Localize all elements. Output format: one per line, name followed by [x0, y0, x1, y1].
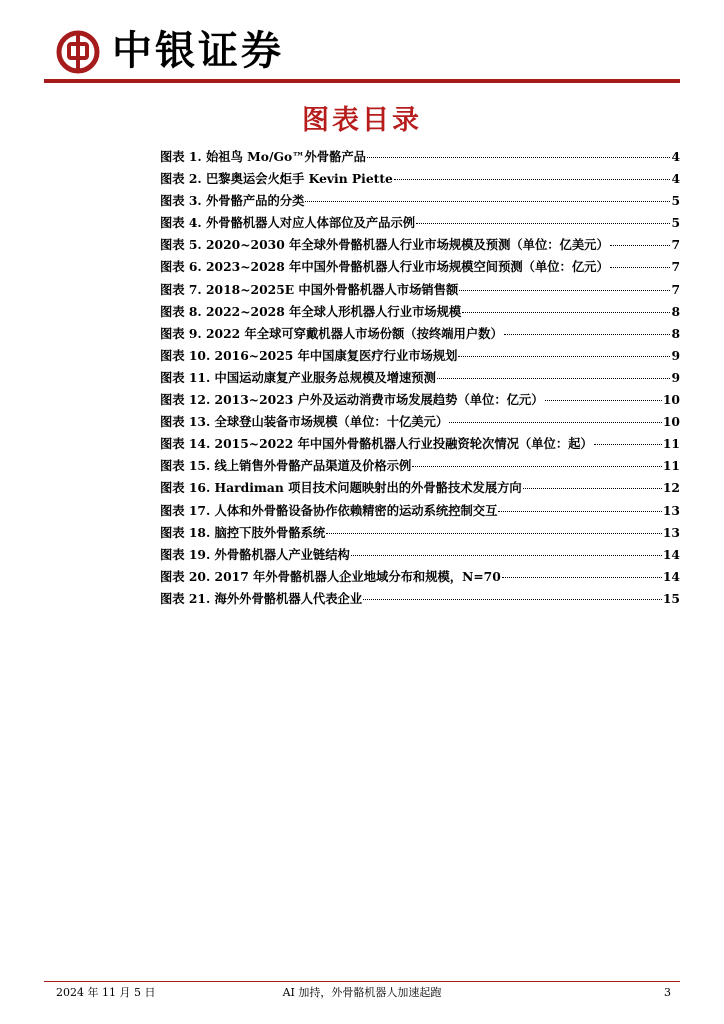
toc-entry-page: 12	[662, 480, 680, 496]
toc-entry-label: 图表 3. 外骨骼产品的分类	[160, 193, 305, 209]
toc-entry[interactable]	[160, 412, 680, 434]
toc-entry[interactable]	[160, 390, 680, 412]
toc-entry[interactable]	[160, 567, 680, 589]
toc-dot-leader	[437, 369, 671, 379]
toc-entry[interactable]	[160, 257, 680, 279]
page-header	[0, 0, 724, 90]
toc-entry-page: 8	[671, 325, 680, 341]
toc-dot-leader	[449, 413, 662, 423]
toc-entry-label: 图表 13. 全球登山装备市场规模（单位：十亿美元）	[160, 414, 449, 430]
toc-dot-leader	[459, 281, 670, 291]
toc-entry-page: 5	[671, 193, 680, 209]
toc-dot-leader	[458, 347, 670, 357]
toc-entry-page: 7	[671, 259, 680, 275]
toc-entry-page: 11	[662, 458, 680, 474]
toc-dot-leader	[351, 546, 662, 556]
toc-entry[interactable]	[160, 147, 680, 169]
toc-entry[interactable]	[160, 478, 680, 500]
toc-entry[interactable]	[160, 456, 680, 478]
toc-entry[interactable]	[160, 280, 680, 302]
toc-entry-page: 10	[662, 392, 680, 408]
toc-dot-leader	[610, 258, 671, 268]
toc-dot-leader	[416, 214, 670, 224]
toc-entry-label: 图表 6. 2023~2028 年中国外骨骼机器人行业市场规模空间预测（单位：亿元）	[160, 259, 609, 275]
toc-entry-label: 图表 11. 中国运动康复产业服务总规模及增速预测	[160, 369, 436, 385]
toc-dot-leader	[594, 435, 662, 445]
toc-entry-page: 13	[662, 524, 680, 540]
toc-dot-leader	[367, 148, 670, 158]
toc-entry[interactable]	[160, 434, 680, 456]
toc-dot-leader	[412, 457, 662, 467]
footer-date: 2024 年 11 月 5 日	[56, 986, 156, 999]
toc-entry-page: 4	[671, 171, 680, 187]
toc-dot-leader	[504, 325, 671, 335]
toc-entry-label: 图表 14. 2015~2022 年中国外骨骼机器人行业投融资轮次情况（单位：起）	[160, 436, 593, 452]
toc-dot-leader	[523, 479, 662, 489]
toc-entry-page: 13	[662, 502, 680, 518]
footer-page-number: 3	[664, 986, 671, 999]
toc-entry-page: 10	[662, 414, 680, 430]
toc-dot-leader	[610, 236, 671, 246]
toc-entry-label: 图表 15. 线上销售外骨骼产品渠道及价格示例	[160, 458, 412, 474]
toc-entry-page: 9	[671, 347, 680, 363]
toc-entry[interactable]	[160, 501, 680, 523]
toc-entry[interactable]	[160, 302, 680, 324]
toc-entry-page: 7	[671, 281, 680, 297]
toc-dot-leader	[305, 192, 670, 202]
toc-entry[interactable]	[160, 191, 680, 213]
bank-of-china-logo-icon	[56, 30, 100, 74]
toc-dot-leader	[326, 524, 662, 534]
toc-entry-label: 图表 1. 始祖鸟 Mo/Go™外骨骼产品	[160, 149, 366, 164]
toc-entry-page: 5	[671, 215, 680, 231]
table-of-figures	[160, 147, 680, 611]
toc-entry-page: 14	[662, 568, 680, 584]
toc-entry-page: 4	[671, 149, 680, 164]
toc-entry-label: 图表 20. 2017 年外骨骼机器人企业地域分布和规模，N=70	[160, 568, 501, 584]
toc-entry-label: 图表 12. 2013~2023 户外及运动消费市场发展趋势（单位：亿元）	[160, 392, 544, 408]
toc-entry[interactable]	[160, 235, 680, 257]
toc-entry-label: 图表 5. 2020~2030 年全球外骨骼机器人行业市场规模及预测（单位：亿美元）	[160, 237, 609, 253]
toc-entry-label: 图表 18. 脑控下肢外骨骼系统	[160, 524, 326, 540]
page-title: 图表目录	[302, 105, 422, 136]
toc-entry-page: 11	[662, 436, 680, 452]
toc-dot-leader	[502, 568, 662, 578]
toc-entry-label: 图表 8. 2022~2028 年全球人形机器人行业市场规模	[160, 303, 462, 319]
toc-entry[interactable]	[160, 346, 680, 368]
toc-entry-label: 图表 19. 外骨骼机器人产业链结构	[160, 546, 350, 562]
toc-dot-leader	[498, 502, 661, 512]
footer-title: AI 加持，外骨骼机器人加速起跑	[282, 986, 442, 999]
brand-name: 中银证券	[112, 28, 284, 74]
toc-entry[interactable]	[160, 368, 680, 390]
toc-entry[interactable]	[160, 523, 680, 545]
header-divider	[44, 79, 680, 83]
toc-entry-label: 图表 7. 2018~2025E 中国外骨骼机器人市场销售额	[160, 281, 459, 297]
toc-entry[interactable]	[160, 169, 680, 191]
toc-entry-label: 图表 10. 2016~2025 年中国康复医疗行业市场规划	[160, 347, 458, 363]
toc-entry-label: 图表 16. Hardiman 项目技术问题映射出的外骨骼技术发展方向	[160, 480, 522, 496]
toc-entry-label: 图表 4. 外骨骼机器人对应人体部位及产品示例	[160, 215, 416, 231]
toc-entry-page: 15	[662, 590, 680, 606]
toc-entry-label: 图表 21. 海外外骨骼机器人代表企业	[160, 590, 363, 606]
toc-dot-leader	[462, 303, 670, 313]
toc-dot-leader	[394, 170, 671, 180]
toc-entry-page: 7	[671, 237, 680, 253]
toc-dot-leader	[545, 391, 662, 401]
toc-entry[interactable]	[160, 324, 680, 346]
toc-entry-label: 图表 2. 巴黎奥运会火炬手 Kevin Piette	[160, 171, 393, 187]
toc-entry[interactable]	[160, 213, 680, 235]
toc-entry-page: 8	[671, 303, 680, 319]
toc-entry[interactable]	[160, 545, 680, 567]
footer-divider	[44, 981, 680, 982]
toc-dot-leader	[363, 590, 662, 600]
toc-entry-page: 14	[662, 546, 680, 562]
toc-entry-label: 图表 9. 2022 年全球可穿戴机器人市场份额（按终端用户数）	[160, 325, 503, 341]
toc-entry-page: 9	[671, 369, 680, 385]
toc-entry-label: 图表 17. 人体和外骨骼设备协作依赖精密的运动系统控制交互	[160, 502, 498, 518]
toc-entry[interactable]	[160, 589, 680, 611]
